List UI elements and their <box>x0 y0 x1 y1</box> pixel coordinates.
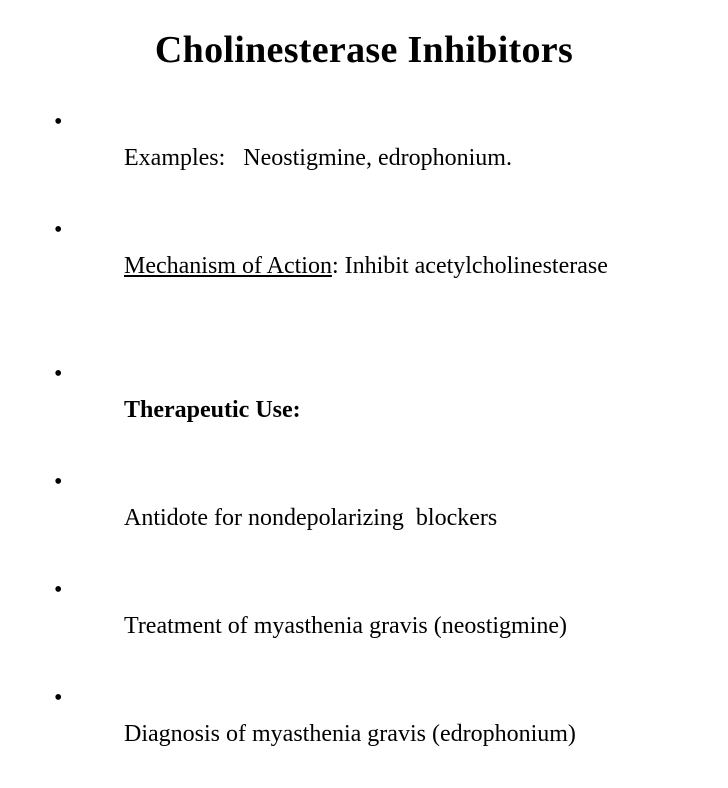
bullet-antidote <box>52 464 712 572</box>
bullet-therapeutic-heading <box>52 356 712 464</box>
bullet-text: Diagnosis of myasthenia gravis (edrophonium) <box>124 721 576 747</box>
bullet-mechanism <box>52 212 712 320</box>
bullet-dot: • <box>54 469 63 495</box>
bullet-dot: • <box>54 217 63 243</box>
bullet-text: Examples: Neostigmine, edrophonium. <box>124 145 512 171</box>
bullet-dot: • <box>54 109 63 135</box>
bullet-text: Treatment of myasthenia gravis (neostigmine) <box>124 613 568 639</box>
bullet-text: Therapeutic Use: <box>124 397 301 423</box>
bullet-treatment <box>52 572 712 680</box>
bullet-text: : Inhibit acetylcholinesterase <box>331 253 608 279</box>
bullet-text: Antidote for nondepolarizing blockers <box>124 505 498 531</box>
bullet-label-mechanism: Mechanism of Action <box>124 253 332 279</box>
bullet-dot: • <box>54 577 63 603</box>
bullet-examples <box>52 104 712 212</box>
bullet-spacer <box>52 320 712 356</box>
bullet-list <box>52 104 712 788</box>
slide-title: Cholinesterase Inhibitors <box>154 29 574 71</box>
bullet-dot: • <box>54 685 63 711</box>
bullet-dot: • <box>54 361 63 387</box>
bullet-diagnosis <box>52 680 712 788</box>
